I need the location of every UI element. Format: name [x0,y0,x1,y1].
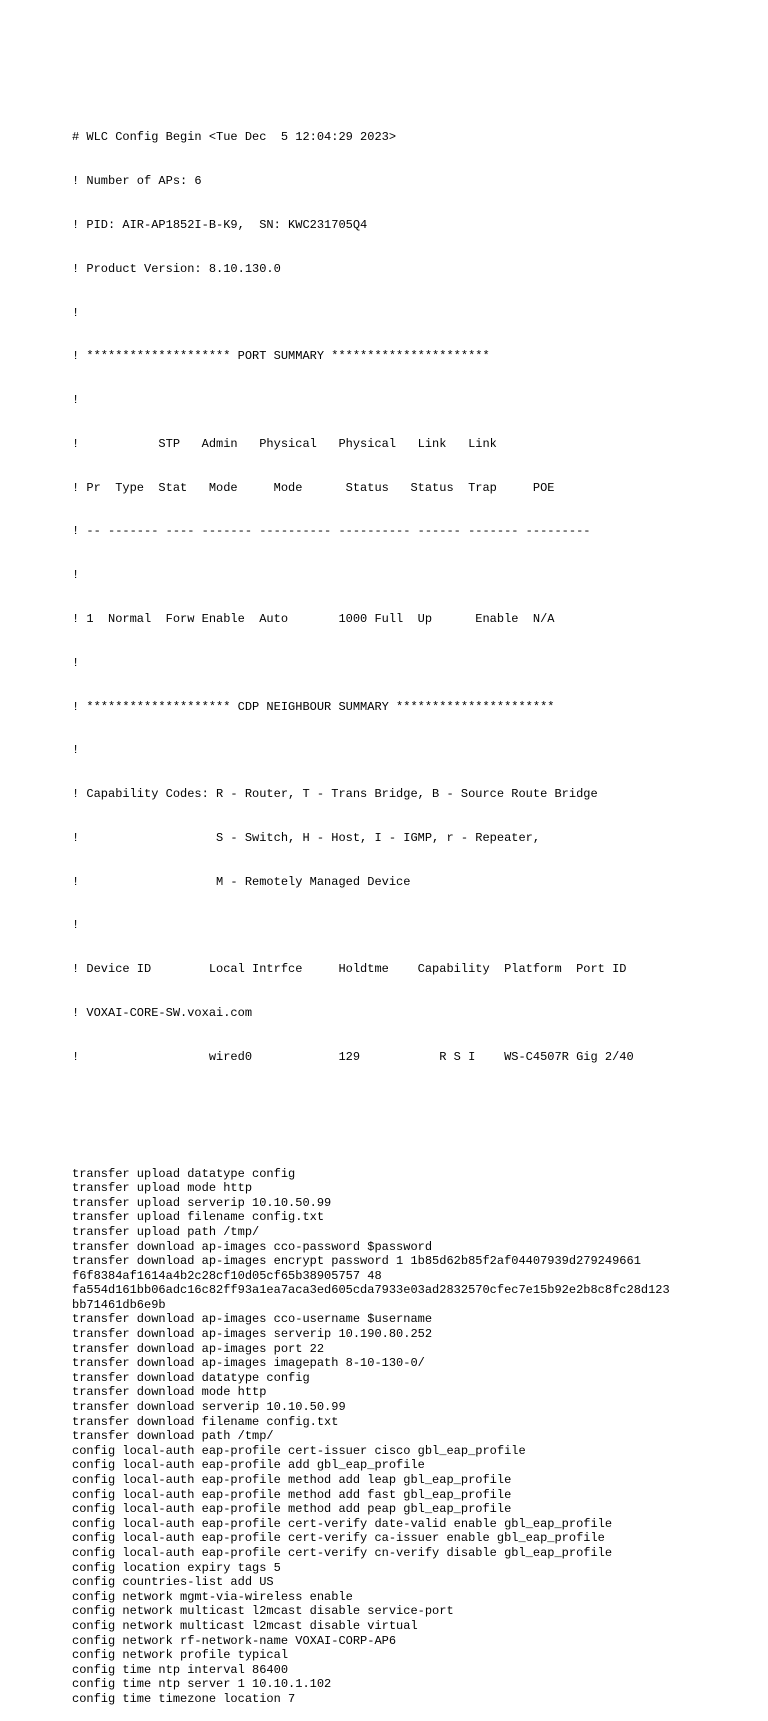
blank-line [72,1123,670,1138]
header-line-separator: ! [72,568,80,583]
config-command-line: config local-auth eap-profile cert-verify ca-issuer enable gbl_eap_profile [72,1531,605,1546]
config-command-line: transfer download ap-images port 22 [72,1341,325,1356]
config-command-line: config local-auth eap-profile method add leap gbl_eap_profile [72,1473,512,1487]
header-line-separator: ! [72,743,80,758]
config-command-line: config local-auth eap-profile method add peap gbl_eap_profile [72,1502,512,1517]
capability-codes-line-1: ! Capability Codes: R - Router, T - Trans Bridge, B - Source Route Bridge [72,787,598,802]
config-command-line: transfer upload datatype config [72,1166,296,1181]
config-header-block [72,101,670,1093]
config-command-line: bb71461db6e9b [72,1297,166,1312]
config-command-line: config time ntp server 1 10.10.1.102 [72,1677,332,1692]
cdp-summary-title: ! ******************** CDP NEIGHBOUR SUMMARY ********************** [72,699,555,714]
config-command-line: transfer download ap-images serverip 10.190.80.252 [72,1327,433,1342]
config-command-line: f6f8384af1614a4b2c28cf10d05cf65b38905757 48 [72,1268,382,1283]
capability-codes-line-3: ! M - Remotely Managed Device [72,874,411,889]
port-summary-header-row-2: ! Pr Type Stat Mode Mode Status Status Trap POE [72,480,555,495]
config-command-line: config time timezone location 7 [72,1691,296,1706]
config-command-line: transfer upload serverip 10.10.50.99 [72,1195,332,1210]
config-command-line: config time ntp interval 86400 [72,1662,289,1677]
config-command-line: transfer upload filename config.txt [72,1210,325,1225]
config-command-line: config location expiry tags 5 [72,1560,281,1575]
config-command-line: config countries-list add US [72,1575,274,1590]
config-command-line: config local-auth eap-profile cert-verify cn-verify disable gbl_eap_profile [72,1545,613,1560]
port-summary-header-row-1: ! STP Admin Physical Physical Link Link [72,436,497,451]
header-line-pid: ! PID: AIR-AP1852I-B-K9, SN: KWC231705Q4 [72,217,368,232]
config-command-line: transfer download ap-images cco-username $username [72,1312,433,1327]
config-command-line: transfer download ap-images cco-password $password [72,1239,433,1254]
config-command-line: config network profile typical [72,1648,289,1663]
config-command-line: transfer download mode http [72,1385,267,1400]
config-command-line: config local-auth eap-profile add gbl_eap_profile [72,1458,425,1473]
config-command-line: transfer upload mode http [72,1181,253,1196]
header-line-ap-count: ! Number of APs: 6 [72,174,202,189]
config-command-line: transfer download filename config.txt [72,1414,339,1429]
config-command-line: fa554d161bb06adc16c82ff93a1ea7aca3ed605cda7933e03ad2832570cfec7e15b92e2b8c8fc28d123 [72,1283,670,1298]
config-document [72,72,670,1721]
cdp-device-id: ! VOXAI-CORE-SW.voxai.com [72,1006,253,1020]
config-commands-block [72,1167,670,1707]
capability-codes-line-2: ! S - Switch, H - Host, I - IGMP, r - Repeater, [72,830,541,845]
config-command-line: config network rf-network-name VOXAI-CORP-AP6 [72,1633,397,1648]
cdp-table-header: ! Device ID Local Intrfce Holdtme Capability Platform Port ID [72,962,627,977]
config-command-line: config network multicast l2mcast disable service-port [72,1604,454,1619]
cdp-device-row: ! wired0 129 R S I WS-C4507R Gig 2/40 [72,1049,634,1064]
header-line-separator: ! [72,918,80,933]
header-line-separator: ! [72,305,80,320]
header-line-separator: ! [72,393,80,408]
config-command-line: transfer download ap-images imagepath 8-10-130-0/ [72,1356,425,1371]
config-command-line: transfer upload path /tmp/ [72,1224,260,1239]
config-command-line: config local-auth eap-profile method add fast gbl_eap_profile [72,1487,512,1502]
config-command-line: transfer download serverip 10.10.50.99 [72,1400,346,1415]
config-command-line: transfer download path /tmp/ [72,1429,274,1444]
port-summary-title: ! ******************** PORT SUMMARY ********************** [72,349,490,364]
config-command-line: config local-auth eap-profile cert-issuer cisco gbl_eap_profile [72,1443,526,1458]
port-summary-row: ! 1 Normal Forw Enable Auto 1000 Full Up Enable N/A [72,611,555,626]
config-command-line: transfer download datatype config [72,1370,310,1385]
config-command-line: config network multicast l2mcast disable virtual [72,1618,418,1633]
config-command-line: transfer download ap-images encrypt password 1 1b85d62b85f2af04407939d279249661 [72,1254,641,1269]
config-command-line: config network mgmt-via-wireless enable [72,1589,353,1604]
header-line-begin: # WLC Config Begin <Tue Dec 5 12:04:29 2023> [72,130,397,145]
config-command-line: config local-auth eap-profile cert-verify date-valid enable gbl_eap_profile [72,1516,613,1531]
port-summary-header-rule: ! -- ------- ---- ------- ---------- ---------- ------ ------- --------- [72,524,591,539]
header-line-separator: ! [72,655,80,670]
header-line-product-version: ! Product Version: 8.10.130.0 [72,261,281,276]
